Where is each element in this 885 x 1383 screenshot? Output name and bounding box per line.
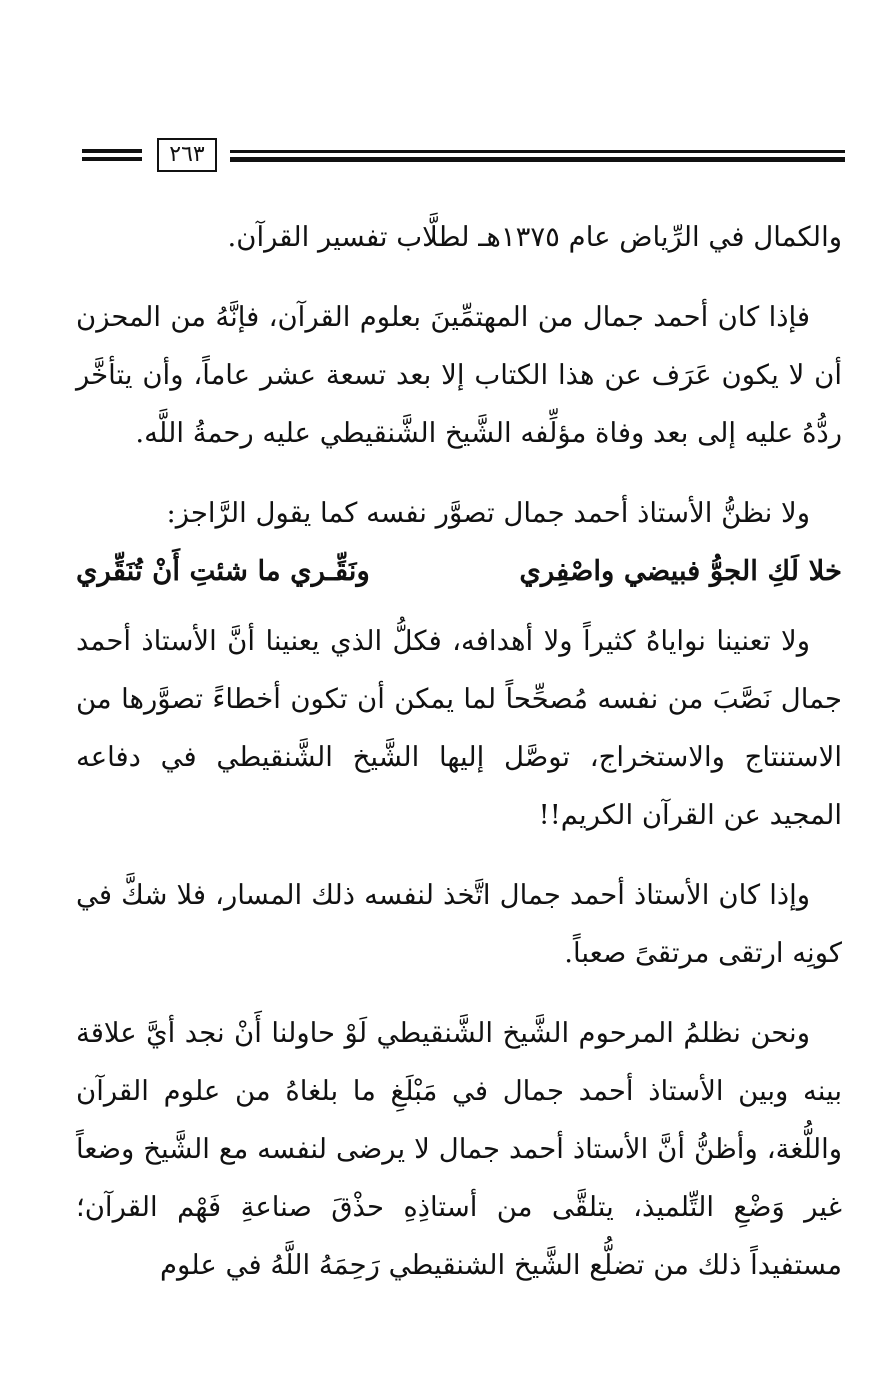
paragraph-6: ونحن نظلمُ المرحوم الشَّيخ الشَّنقيطي لَوْ حاولنا أَنْ نجد أيَّ علاقة بينه وبين الأستاذ أحمد جمال في مَبْلَغِ ما بلغاهُ من علوم القرآن واللُّغة، وأظنُّ أنَّ الأستاذ أحمد جمال لا يرضى لنفسه مع الشَّيخ وضعاً غير وَضْعِ التِّلميذ، يتلقَّى من أستاذِهِ حذْقَ صناعةِ فَهْم القرآن؛ مستفيداً ذلك من تضلُّع الشَّيخ الشنقيطي رَحِمَهُ اللَّهُ في علوم <box>76 1017 842 1281</box>
verse-first-hemistich: خلا لَكِ الجوُّ فبيضي واصْفِري <box>519 555 842 587</box>
page-header <box>0 138 885 178</box>
header-rule-right-bottom <box>230 157 845 162</box>
poetry-verse <box>76 542 842 600</box>
page-number: ٢٦٣ <box>157 138 217 172</box>
paragraph-5: وإذا كان الأستاذ أحمد جمال اتَّخذ لنفسه ذلك المسار، فلا شكَّ في كونِه ارتقى مرتقىً صعباً. <box>76 879 842 969</box>
header-rule-left-top <box>82 149 142 153</box>
paragraph-4: ولا تعنينا نواياهُ كثيراً ولا أهدافه، فكلُّ الذي يعنينا أنَّ الأستاذ أحمد جمال نَصَّبَ من نفسه مُصحِّحاً لما يمكن أن تكون أخطاءً تصوَّرها من الاستنتاج والاستخراج، توصَّل إليها الشَّيخ الشَّنقيطي في دفاعه المجيد عن القرآن الكريم!! <box>76 625 842 831</box>
page-body <box>76 208 842 1294</box>
header-rule-left-bottom <box>82 157 142 161</box>
header-rule-right-top <box>230 150 845 153</box>
paragraph-2: فإذا كان أحمد جمال من المهتمِّينَ بعلوم القرآن، فإنَّهُ من المحزن أن لا يكون عَرَف عن هذا الكتاب إلا بعد تسعة عشر عاماً، وأن يتأخَّر ردُّهُ عليه إلى بعد وفاة مؤلِّفه الشَّيخ الشَّنقيطي عليه رحمةُ اللَّه. <box>76 301 842 449</box>
verse-second-hemistich: ونَقِّـري ما شئتِ أَنْ تُنَقِّري <box>76 555 370 587</box>
paragraph-3: ولا نظنُّ الأستاذ أحمد جمال تصوَّر نفسه كما يقول الرَّاجز: <box>166 497 810 529</box>
paragraph-1: والكمال في الرِّياض عام ١٣٧٥هـ لطلَّاب تفسير القرآن. <box>227 221 842 253</box>
